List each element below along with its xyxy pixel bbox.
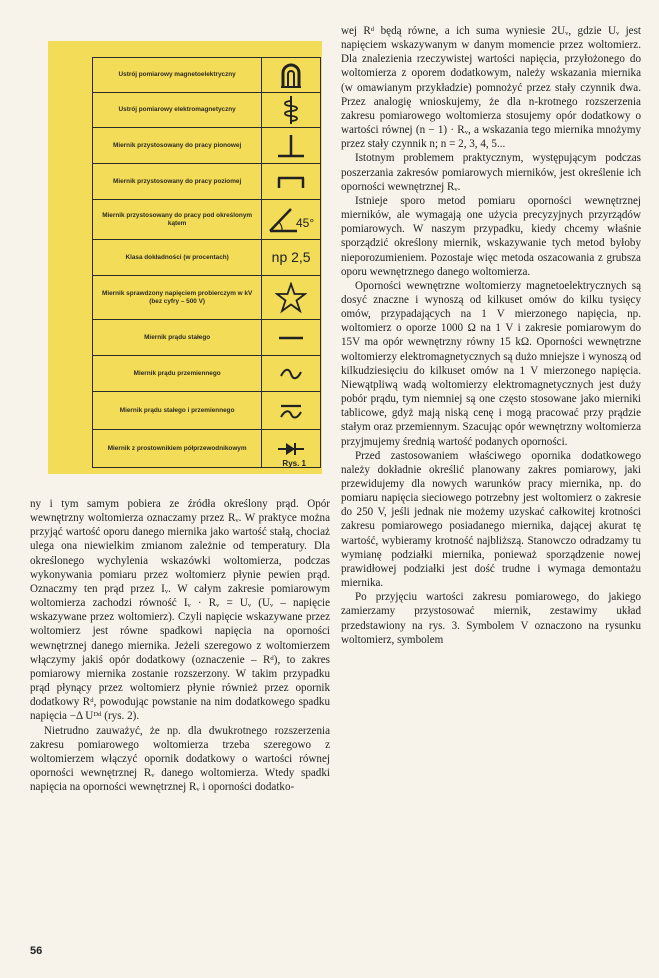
accuracy-class-text [262,240,321,276]
table-row [93,240,321,276]
row-description: Ustrój pomiarowy magnetoelektryczny [93,58,262,93]
row-description: Ustrój pomiarowy elektromagnetyczny [93,93,262,128]
paragraph: Po przyjęciu wartości zakresu pomiarowego, do jakiego zamierzamy przystosować miernik, zestawimy układ przedstawiony na rys. 3. Symbolem V oznaczono na rysunku woltomierz, symbolem [341,591,641,646]
row-description: Miernik sprawdzony napięciem probierczym w kV (bez cyfry – 500 V) [93,276,262,320]
dc-icon [262,320,321,356]
ac-dc-icon [262,392,321,430]
page-number: 56 [30,945,43,957]
right-column [341,24,641,647]
table-row [93,58,321,93]
ac-icon [262,356,321,392]
magnetoelectric-meter-icon [262,58,321,93]
electromagnetic-meter-icon [262,93,321,128]
paragraph: wej Rᵈ będą równe, a ich suma wyniesie 2Uᵥ, gdzie Uᵥ jest napięciem wskazywanym w danym momencie przez woltomierz. Dla znalezienia rzeczywistej wartości napięcia, przyłożonego do woltomierza z oporem dodatkowym, należy wskazania miernika (w omawianym przykładzie) pomnożyć przez stały czynnik dwa. Przez analogię wnioskujemy, że dla n-krotnego rozszerzenia zakresu pomiarowego woltomierza stosujemy opór dodatkowy o wartości równej (n − 1) · Rᵥ, a wskazania tego miernika mnożymy przez stały czynnik n; n = 2, 3, 4, 5... [341,25,641,151]
table-row [93,320,321,356]
paragraph: ny i tym samym pobiera ze źródła określony prąd. Opór wewnętrzny woltomierza oznaczamy przez Rᵥ. W praktyce można przyjąć wartość oporu danego miernika jako wartość stałą, chociaż ulega ona niewielkim zmianom zależnie od temperatury. Dla określonego wychylenia wskazówki woltomierza, podczas wykonywania pomiaru przez woltomierz płynie pewien prąd. Oznaczmy ten prąd przez Iᵥ. W całym zakresie pomiarowym woltomierza zachodzi równość Iᵥ · Rᵥ = Uᵥ (Uᵥ – napięcie wskazywane przez woltomierz). Czyli napięcie wskazywane przez woltomierz jest równe spadkowi napięcia na oporności wewnętrznej danego miernika. Jeżeli szeregowo z woltomierzem włączymy jakiś opór dodatkowy (oznaczenie – Rᵈ), to zakres pomiarowy miernika zostanie rozszerzony. W takim przypadku prąd płynący przez woltomierz płynie również przez opornik dodatkowy Rᵈ, powodując powstanie na nim dodatkowego spadku napięcia −Δ Uᴰᵈ (rys. 2). [30,498,330,723]
paragraph: Oporności wewnętrzne woltomierzy magnetoelektrycznych są dosyć znaczne i wynoszą od kilkuset omów do kilku tysięcy omów, przypadających na 1 V mierzonego napięcia, np. woltomierz o oporze 1000 Ω na 1 V i zakresie pomiarowym do 15V ma opór wewnętrzny równy 15 kΩ. Oporności wewnętrzne woltomierzy elektromagnetycznych są dużo mniejsze i wynoszą od kilkudziesięciu do kilkuset omów na 1 V mierzonego napięcia. Niewątpliwą wadą woltomierzy elektromagnetycznych jest duży pobór prądu, tym niemniej są one często stosowane jako mierniki tablicowe, gdyż mają niską cenę i mogą pracować przy prądzie stałym oraz przemiennym. Szacując opór wewnętrzny woltomierza przyjmujemy średnią wartość podanych oporności. [341,279,641,448]
row-description: Miernik przystosowany do pracy pod określonym kątem [93,200,262,240]
table-row [93,200,321,240]
row-description: Klasa dokładności (w procentach) [93,240,262,276]
table-row [93,128,321,164]
paragraph: Nietrudno zauważyć, że np. dla dwukrotnego rozszerzenia zakresu pomiarowego woltomierza trzeba szeregowo z woltomierzem włączyć opornik dodatkowy o wartości równej oporności wewnętrznej Rᵥ danego woltomierza. Wtedy spadki napięcia na oporności wewnętrznej Rᵥ i oporności dodatko- [30,724,330,794]
horizontal-position-icon [262,164,321,200]
row-description: Miernik prądu stałego i przemiennego [93,392,262,430]
meter-symbol-table [92,57,321,468]
table-row [93,93,321,128]
row-description: Miernik przystosowany do pracy pionowej [93,128,262,164]
table-row [93,356,321,392]
test-voltage-star-icon [262,276,321,320]
table-row [93,276,321,320]
angle-label: 45° [296,215,315,230]
figure-panel [48,41,322,474]
table-row [93,392,321,430]
figure-caption: Rys. 1 [282,459,306,468]
row-description: Miernik przystosowany do pracy poziomej [93,164,262,200]
angle-position-icon [262,200,321,240]
table-row [93,164,321,200]
left-column [30,497,330,794]
row-description: Miernik z prostownikiem półprzewodnikowym [93,430,262,468]
vertical-position-icon [262,128,321,164]
paragraph: Przed zastosowaniem właściwego opornika dodatkowego należy dokładnie określić planowany zakres pomiarowy, jaki przewidujemy dla nowych warunków pracy miernika, np. do pomiaru napięcia sieciowego potrzebny jest woltomierz o zakresie do 250 V, jeśli jednak nie możemy uzyskać całkowitej krotności zakresu pomiarowego posiadanego miernika, dającej akurat tę wartość, wybieramy krotność najbliższą. Stanowczo odradzamy tu wymianę podziałki miernika, ponieważ sporządzenie nowej prawidłowej podziałki jest dość trudne i wymaga demontażu miernika. [341,449,641,590]
row-description: Miernik prądu przemiennego [93,356,262,392]
row-description: Miernik prądu stałego [93,320,262,356]
accuracy-class-label: np 2,5 [271,248,311,265]
paragraph: Istotnym problemem praktycznym, występującym podczas poszerzania zakresów pomiarowych mierników, jest określenie ich oporności wewnętrznej Rᵥ. [341,152,641,193]
paragraph: Istnieje sporo metod pomiaru oporności wewnętrznej mierników, ale wymagają one użycia precyzyjnych przyrządów pomiarowych. W naszym przypadku, kiedy chcemy właśnie sporządzić określony miernik, wskazywanie tych metod byłoby nieporozumieniem. Pozostaje więc metoda oszacowania z grubsza oporu wewnętrznego danego woltomierza. [341,194,641,278]
